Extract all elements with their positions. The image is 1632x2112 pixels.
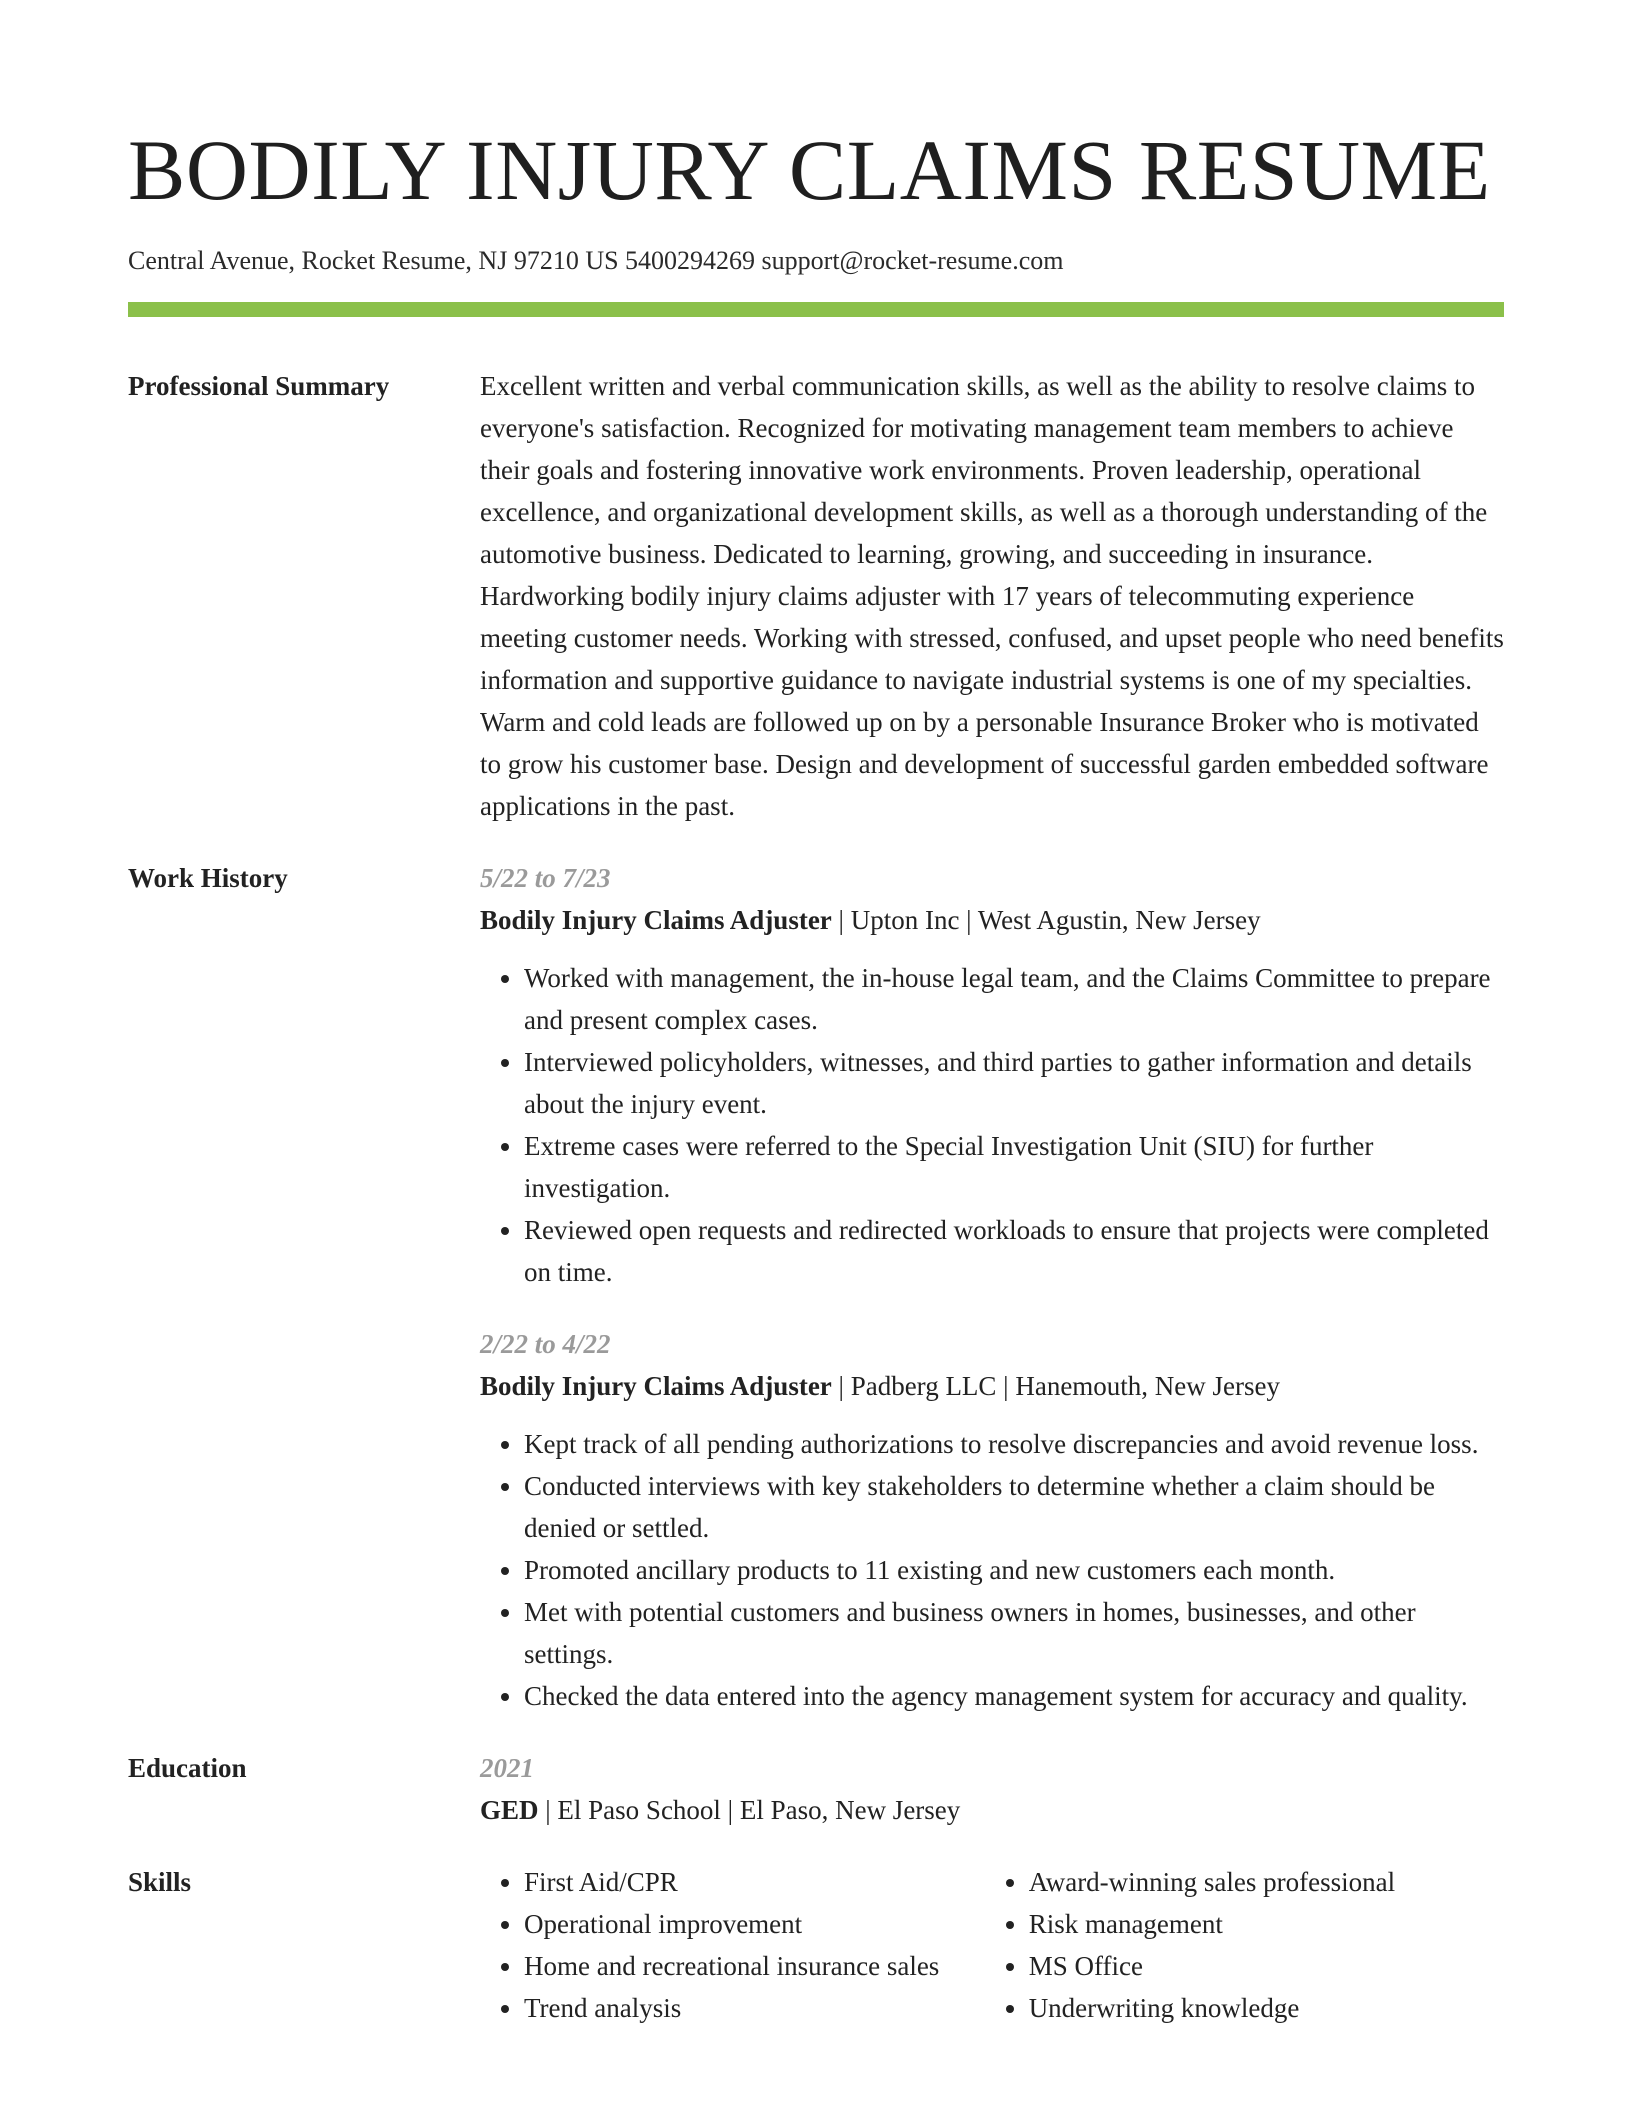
skill-item: • Underwriting knowledge (1029, 1987, 1504, 2029)
job-dates: 2/22 to 4/22 (480, 1329, 611, 1359)
skill-item: • Risk management (1029, 1903, 1504, 1945)
education-line (480, 1789, 1504, 1831)
skill-item: • Trend analysis (524, 1987, 985, 2029)
job-bullets (480, 1423, 1504, 1717)
job-title-line (480, 1365, 1504, 1407)
accent-divider (128, 302, 1504, 317)
job-bullet: • Checked the data entered into the agency management system for accuracy and quality. (524, 1675, 1504, 1717)
education-degree: GED (480, 1795, 539, 1825)
summary-section (128, 365, 1504, 827)
section-label-summary: Professional Summary (128, 371, 390, 401)
job-bullet: • Conducted interviews with key stakeholders to determine whether a claim should be denied or settled. (524, 1465, 1504, 1549)
job-role: Bodily Injury Claims Adjuster (480, 1371, 832, 1401)
job-role: Bodily Injury Claims Adjuster (480, 905, 832, 935)
job-bullet: • Met with potential customers and business owners in homes, businesses, and other settings. (524, 1591, 1504, 1675)
job-entry (480, 1323, 1504, 1717)
summary-text: Excellent written and verbal communication skills, as well as the ability to resolve claims to everyone's satisfaction. Recognized for motivating management team members to achieve their goals and fostering innovative work environments. Proven leadership, operational excellence, and organizational development skills, as well as a thorough understanding of the automotive business. Dedicated to learning, growing, and succeeding in insurance. Hardworking bodily injury claims adjuster with 17 years of telecommuting experience meeting customer needs. Working with stressed, confused, and upset people who need benefits information and supportive guidance to navigate industrial systems is one of my specialties. Warm and cold leads are followed up on by a personable Insurance Broker who is motivated to grow his customer base. Design and development of successful garden embedded software applications in the past. (480, 371, 1504, 821)
job-bullet: • Interviewed policyholders, witnesses, and third parties to gather information and details about the injury event. (524, 1041, 1504, 1125)
work-history-section (128, 857, 1504, 1717)
job-title-line (480, 899, 1504, 941)
job-bullet: • Extreme cases were referred to the Special Investigation Unit (SIU) for further investigation. (524, 1125, 1504, 1209)
skill-item: • First Aid/CPR (524, 1861, 985, 1903)
skill-item: • MS Office (1029, 1945, 1504, 1987)
skills-section (128, 1861, 1504, 2029)
job-bullet: • Worked with management, the in-house legal team, and the Claims Committee to prepare and present complex cases. (524, 957, 1504, 1041)
section-label-skills: Skills (128, 1867, 192, 1897)
job-dates: 5/22 to 7/23 (480, 863, 611, 893)
job-bullets (480, 957, 1504, 1293)
resume-title: BODILY INJURY CLAIMS RESUME (128, 122, 1491, 218)
skills-list-right (985, 1861, 1504, 2029)
job-entry (480, 857, 1504, 1293)
section-label-work-history: Work History (128, 863, 288, 893)
job-details: | Padberg LLC | Hanemouth, New Jersey (831, 1371, 1281, 1401)
education-year: 2021 (480, 1753, 534, 1783)
section-label-education: Education (128, 1753, 247, 1783)
skill-item: • Home and recreational insurance sales (524, 1945, 985, 1987)
skills-list-left (480, 1861, 985, 2029)
skill-item: • Award-winning sales professional (1029, 1861, 1504, 1903)
education-section (128, 1747, 1504, 1831)
work-history-content (480, 857, 1504, 1717)
skill-item: • Operational improvement (524, 1903, 985, 1945)
job-bullet: • Kept track of all pending authorizations to resolve discrepancies and avoid revenue loss. (524, 1423, 1504, 1465)
education-details: | El Paso School | El Paso, New Jersey (538, 1795, 961, 1825)
contact-line: Central Avenue, Rocket Resume, NJ 97210 US 5400294269 support@rocket-resume.com (128, 246, 1064, 275)
job-bullet: • Reviewed open requests and redirected workloads to ensure that projects were completed on time. (524, 1209, 1504, 1293)
education-content (480, 1747, 1504, 1831)
skills-content (480, 1861, 1504, 2029)
job-details: | Upton Inc | West Agustin, New Jersey (831, 905, 1261, 935)
job-bullet: • Promoted ancillary products to 11 existing and new customers each month. (524, 1549, 1504, 1591)
summary-content (480, 365, 1504, 827)
